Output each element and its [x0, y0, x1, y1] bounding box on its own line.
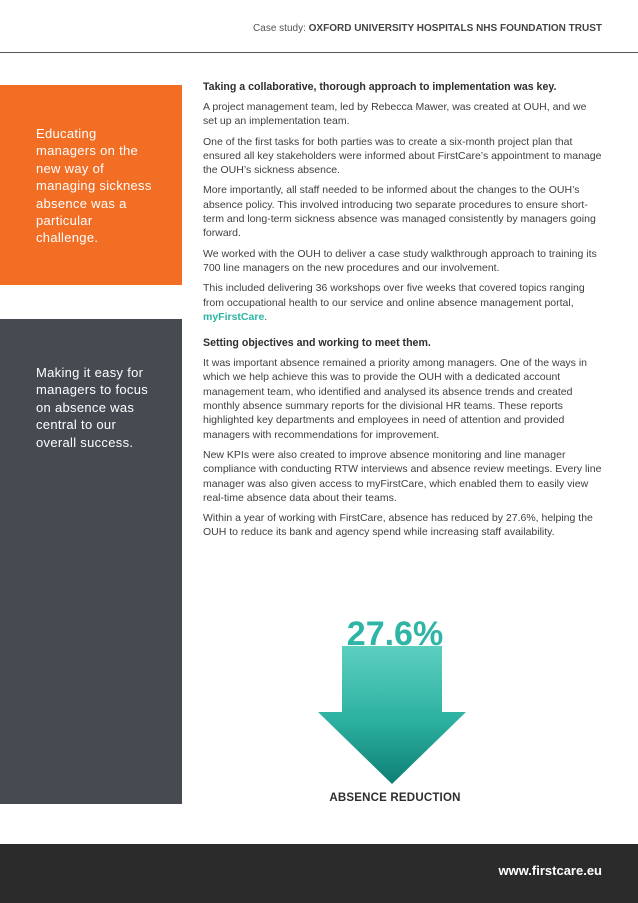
pull-quote-panel-orange	[0, 85, 182, 285]
pull-quote-panel-dark	[0, 319, 182, 804]
paragraph	[203, 281, 603, 324]
section-heading-implementation: Taking a collaborative, thorough approach to implementation was key.	[203, 81, 557, 93]
pull-quote-1: Educating managers on the new way of managing sickness absence was a particular challenge.	[36, 126, 152, 246]
paragraph: Within a year of working with FirstCare, absence has reduced by 27.6%, helping the OUH to reduce its bank and agency spend while increasing staff availability.	[203, 512, 593, 539]
paragraph: It was important absence remained a priority among managers. One of the ways in which we help achieve this was to provide the OUH with a dedicated account management team, who identified and analysed its absence trends and created monthly absence summary reports for the divisional HR teams. These reports highlighted key departments and employees in need of attention and provided managers with recommendations for improvement.	[203, 357, 588, 441]
paragraph: More importantly, all staff needed to be informed about the changes to the OUH’s absence policy. This involved introducing two separate procedures to ensure short-term and long-term sickness absence was managed consistently by managers going forward.	[203, 184, 596, 240]
page-footer	[0, 844, 638, 903]
paragraph: New KPIs were also created to improve absence monitoring and line manager compliance with conducting RTW interviews and absence review meetings. Every line manager was also given access to myFirstCare, which enabled them to easily view real-time absence data about their teams.	[203, 448, 602, 504]
section-heading-objectives: Setting objectives and working to meet them.	[203, 337, 431, 350]
pull-quote-2: Making it easy for managers to focus on absence was central to our overall success.	[36, 365, 149, 450]
paragraph-text: This included delivering 36 workshops over five weeks that covered topics ranging from occupational health to our service and online absence management portal,	[203, 282, 585, 309]
stat-value: 27.6%	[346, 615, 444, 653]
down-arrow-icon	[318, 646, 466, 784]
footer-website-link[interactable]: www.firstcare.eu	[498, 863, 602, 878]
stat-label: ABSENCE REDUCTION	[329, 792, 461, 804]
header-divider	[0, 52, 638, 53]
paragraph: One of the first tasks for both parties was to create a six-month project plan that ensured all key stakeholders were informed about FirstCare’s appointment to manage the OUH’s sickness absence.	[203, 135, 602, 177]
header-organization: OXFORD UNIVERSITY HOSPITALS NHS FOUNDATION TRUST	[308, 23, 602, 34]
myfirstcare-link[interactable]: myFirstCare	[203, 310, 265, 323]
main-article	[203, 80, 603, 546]
paragraph: We worked with the OUH to deliver a case study walkthrough approach to training its 700 line managers on the new procedures and our involvement.	[203, 247, 597, 274]
paragraph: A project management team, led by Rebecca Mawer, was created at OUH, and we set up an implementation team.	[203, 101, 587, 128]
header-prefix: Case study:	[253, 23, 309, 34]
paragraph-end: .	[264, 310, 268, 323]
page-header	[253, 23, 602, 34]
